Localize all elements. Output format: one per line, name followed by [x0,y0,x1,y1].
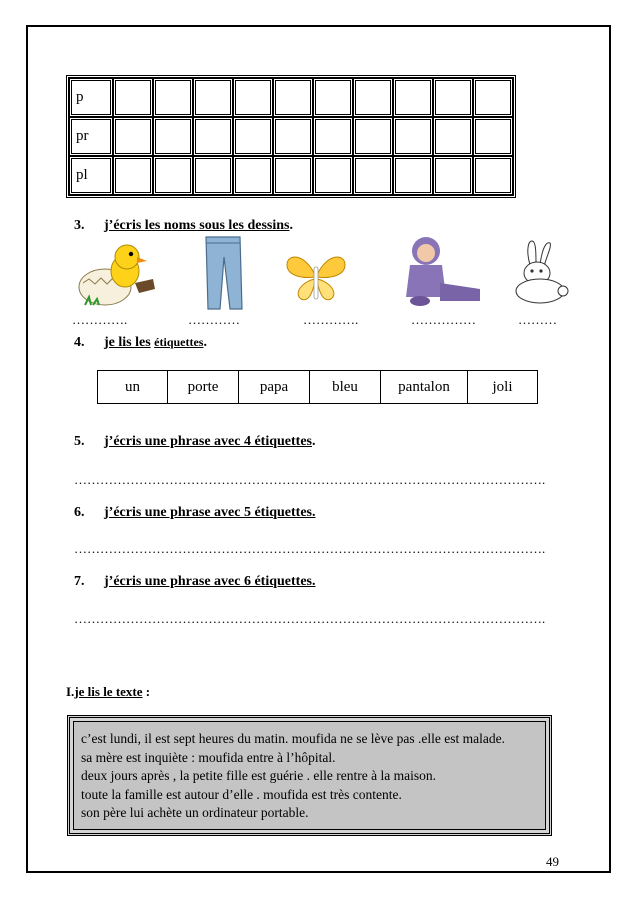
grid-cell[interactable] [353,156,393,195]
exercise-instruction: je lis les [104,335,151,350]
page-number: 49 [546,854,559,869]
grid-cell[interactable] [313,117,353,156]
word-tag: joli [468,371,538,404]
grid-cell[interactable] [233,78,273,117]
reading-line: sa mère est inquiète : moufida entre à l’hôpital. [81,749,336,765]
punctuation: . [312,434,316,449]
exercise-instruction: j’écris une phrase avec 4 étiquettes [104,434,313,449]
exercise-instruction: j’écris une phrase avec 6 étiquettes. [104,574,316,589]
reading-text [73,721,546,830]
picture-blank[interactable]: ………… [188,312,240,327]
reading-line: c’est lundi, il est sept heures du matin. moufida ne se lève pas .elle est malade. [81,731,505,746]
grid-cell[interactable] [233,156,273,195]
grid-cell[interactable] [473,156,513,195]
grid-cell[interactable] [233,117,273,156]
pictures-row [70,235,570,315]
answer-line[interactable]: ………………………………………………………………………………………………. [74,541,546,556]
grid-cell[interactable] [433,78,473,117]
exercise-instruction: j’écris une phrase avec 5 étiquettes. [104,505,316,520]
exercise-instruction: j’écris les noms sous les dessins [104,218,290,233]
grid-cell[interactable] [473,117,513,156]
exercise-number: 7. [74,574,85,589]
picture-blank[interactable]: …………… [411,312,476,327]
reading-line: son père lui achète un ordinateur portable. [81,805,309,820]
rabbit-icon [506,239,570,305]
punctuation: . [289,218,294,233]
grid-cell[interactable] [153,156,193,195]
chick-icon [75,243,163,311]
exercise-7-heading [74,574,316,590]
exercise-instruction-small: étiquettes [154,335,204,349]
section-prefix: I. [66,684,75,699]
exercise-number: 6. [74,505,85,520]
grid-cell[interactable] [273,78,313,117]
word-tag: bleu [310,371,381,404]
grid-cell[interactable] [433,156,473,195]
grid-cell[interactable] [313,156,353,195]
picture-blank[interactable]: …………. [72,312,128,327]
grid-row-label: pl [69,156,113,195]
reading-line: deux jours après , la petite fille est guérie . elle rentre à la maison. [81,768,436,783]
exercise-number: 4. [74,335,85,350]
reading-section-title [66,684,150,700]
butterfly-icon [283,249,349,305]
section-colon: : [142,684,151,699]
answer-line[interactable]: ………………………………………………………………………………………………. [74,472,546,487]
grid-cell[interactable] [113,78,153,117]
exercise-6-heading [74,505,316,521]
grid-cell[interactable] [433,117,473,156]
grid-cell[interactable] [353,78,393,117]
grid-cell[interactable] [113,117,153,156]
word-tag: un [98,371,168,404]
word-tag: porte [168,371,239,404]
answer-line[interactable]: ………………………………………………………………………………………………. [74,611,546,626]
picture-blank[interactable]: …………. [303,312,359,327]
grid-row-p [69,78,513,117]
grid-cell[interactable] [153,78,193,117]
syllable-grid [66,75,516,198]
grid-cell[interactable] [393,78,433,117]
grid-row-label: p [69,78,113,117]
exercise-number: 3. [74,218,85,233]
grid-row-pr [69,117,513,156]
grid-cell[interactable] [193,156,233,195]
reading-line: toute la famille est autour d’elle . moufida est très contente. [81,786,402,802]
grid-cell[interactable] [193,78,233,117]
exercise-5-heading [74,434,316,450]
word-tag: papa [239,371,310,404]
jeans-icon [198,235,248,311]
grid-cell[interactable] [113,156,153,195]
grid-cell[interactable] [273,117,313,156]
exercise-number: 5. [74,434,85,449]
word-tags [97,370,538,404]
grid-cell[interactable] [473,78,513,117]
picture-blank[interactable]: ……… [518,312,557,327]
reading-text-box [67,715,552,836]
exercise-3-heading [74,218,293,234]
grid-cell[interactable] [273,156,313,195]
grid-cell[interactable] [393,117,433,156]
grid-row-pl [69,156,513,195]
section-title-text: je lis le texte [74,684,143,699]
grid-cell[interactable] [193,117,233,156]
word-tag: pantalon [381,371,468,404]
grid-cell[interactable] [393,156,433,195]
exercise-4-heading [74,335,207,351]
grid-cell[interactable] [313,78,353,117]
baby-icon [400,235,484,309]
grid-cell[interactable] [353,117,393,156]
punctuation: . [203,335,207,350]
grid-row-label: pr [69,117,113,156]
grid-cell[interactable] [153,117,193,156]
